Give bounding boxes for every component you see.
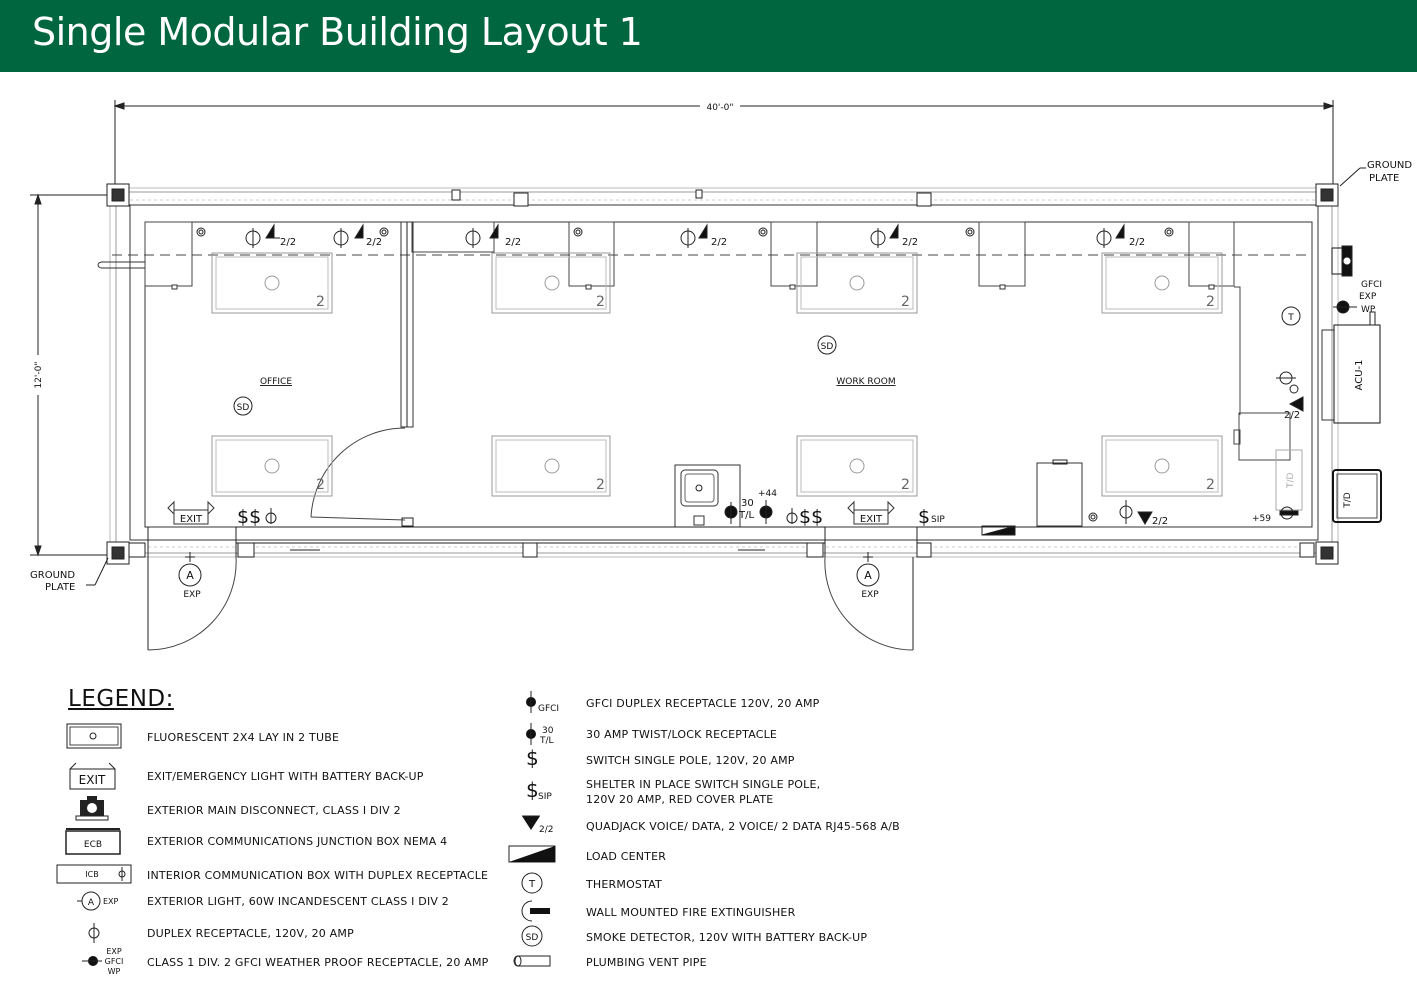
legend-disconnect-label: EXTERIOR MAIN DISCONNECT, CLASS I DIV 2 <box>147 804 401 817</box>
legend-switch-label: SWITCH SINGLE POLE, 120V, 20 AMP <box>586 754 795 767</box>
svg-text:EXIT: EXIT <box>78 773 106 787</box>
svg-text:PLATE: PLATE <box>1369 173 1400 184</box>
exterior-gfci-wp <box>1333 280 1382 315</box>
exterior-comm-box <box>1333 470 1381 522</box>
doors <box>148 527 1040 650</box>
exit-sign-icon <box>68 761 118 791</box>
svg-text:2/2: 2/2 <box>280 237 297 248</box>
svg-text:2/2: 2/2 <box>1129 237 1146 248</box>
svg-text:T/D: T/D <box>1286 472 1296 488</box>
thermostat-icon <box>520 871 544 895</box>
header-banner <box>0 0 1417 72</box>
duplex-receptacle-icon <box>84 922 104 944</box>
svg-text:2/2: 2/2 <box>366 237 383 248</box>
fluorescent-fixture-icon <box>66 723 122 749</box>
svg-text:GFCI: GFCI <box>104 957 124 966</box>
dim-height-label: 12'-0" <box>34 361 44 389</box>
ecb-box-icon <box>65 827 121 855</box>
svg-text:2: 2 <box>596 477 605 493</box>
svg-text:EXP: EXP <box>861 590 879 600</box>
floor-plan <box>0 72 1417 672</box>
legend-vent-label: PLUMBING VENT PIPE <box>586 956 707 969</box>
quadjack-icon <box>520 812 564 834</box>
exterior-light-icon <box>74 889 124 913</box>
svg-text:EXP: EXP <box>106 947 122 956</box>
legend-ecb-label: EXTERIOR COMMUNICATIONS JUNCTION BOX NEMA 4 <box>147 835 448 848</box>
svg-text:$: $ <box>526 746 539 770</box>
icb-box-icon <box>56 864 132 884</box>
svg-text:A: A <box>864 569 872 582</box>
top-wall-devices <box>197 225 1173 248</box>
dimension-width <box>115 100 1333 185</box>
sip-switch-icon <box>524 778 564 804</box>
legend-twist-lock-label: 30 AMP TWIST/LOCK RECEPTACLE <box>586 728 778 741</box>
svg-text:ACU-1: ACU-1 <box>1354 359 1365 391</box>
svg-text:EXIT: EXIT <box>179 514 203 525</box>
smoke-detector-icon <box>520 924 544 948</box>
svg-text:+59: +59 <box>1252 514 1271 524</box>
legend-duplex-label: DUPLEX RECEPTACLE, 120V, 20 AMP <box>147 927 354 940</box>
svg-text:GFCI: GFCI <box>1361 280 1383 290</box>
gfci-receptacle-icon <box>522 689 566 715</box>
main-disconnect-icon <box>74 796 110 822</box>
fire-extinguisher-icon <box>520 899 552 923</box>
svg-text:T: T <box>528 879 536 890</box>
svg-text:2/2: 2/2 <box>711 237 728 248</box>
svg-text:2: 2 <box>901 294 910 310</box>
svg-text:2/2: 2/2 <box>902 237 919 248</box>
svg-text:30: 30 <box>542 726 554 736</box>
svg-text:2: 2 <box>901 477 910 493</box>
svg-text:WP: WP <box>107 967 121 976</box>
main-disconnect <box>1332 246 1352 276</box>
svg-text:SD: SD <box>820 342 834 352</box>
svg-text:2: 2 <box>1206 477 1215 493</box>
svg-text:A: A <box>87 898 95 908</box>
legend-smoke-label: SMOKE DETECTOR, 120V WITH BATTERY BACK-UP <box>586 931 868 944</box>
svg-text:EXP: EXP <box>103 897 119 906</box>
legend-fire-ext-label: WALL MOUNTED FIRE EXTINGUISHER <box>586 906 796 919</box>
svg-text:2: 2 <box>1206 294 1215 310</box>
svg-text:ECB: ECB <box>83 840 103 850</box>
legend-load-center-label: LOAD CENTER <box>586 850 667 863</box>
svg-text:SIP: SIP <box>538 792 552 802</box>
svg-text:ICB: ICB <box>85 870 99 879</box>
svg-text:2: 2 <box>316 294 325 310</box>
page-title: Single Modular Building Layout 1 <box>32 10 643 54</box>
svg-text:PLATE: PLATE <box>45 582 76 593</box>
svg-text:2/2: 2/2 <box>505 237 522 248</box>
vent-pipe-icon <box>512 954 552 968</box>
office-partition <box>311 222 413 526</box>
svg-text:T: T <box>1288 313 1294 323</box>
svg-text:2: 2 <box>596 294 605 310</box>
svg-text:+44: +44 <box>758 489 777 499</box>
switch-icon <box>524 746 544 770</box>
svg-text:T/D: T/D <box>1343 492 1353 508</box>
svg-text:EXP: EXP <box>183 590 201 600</box>
svg-text:2/2: 2/2 <box>1284 410 1301 421</box>
svg-text:$$: $$ <box>799 506 824 528</box>
work-room-label: WORK ROOM <box>836 377 896 387</box>
svg-text:GROUND: GROUND <box>1367 160 1413 171</box>
acu-unit <box>1322 312 1380 423</box>
bottom-wall-devices <box>168 460 1152 535</box>
svg-text:EXP: EXP <box>1359 292 1377 302</box>
svg-text:WP: WP <box>1361 305 1376 315</box>
svg-text:$$: $$ <box>237 506 262 528</box>
right-wall-devices <box>1252 372 1303 524</box>
light-fixtures <box>212 253 1222 496</box>
legend-exit-label: EXIT/EMERGENCY LIGHT WITH BATTERY BACK-UP <box>147 770 424 783</box>
dim-width-label: 40'-0" <box>706 103 734 113</box>
svg-text:30: 30 <box>741 498 754 509</box>
svg-text:$: $ <box>526 778 539 802</box>
svg-text:EXIT: EXIT <box>859 514 883 525</box>
legend-fluorescent-label: FLUORESCENT 2X4 LAY IN 2 TUBE <box>147 731 340 744</box>
svg-text:SD: SD <box>525 933 539 943</box>
smoke-detectors <box>234 336 836 415</box>
svg-text:T/L: T/L <box>540 736 554 746</box>
thermostat <box>1282 307 1300 325</box>
dimension-height <box>30 195 110 555</box>
svg-text:A: A <box>186 569 194 582</box>
svg-text:T/L: T/L <box>739 510 755 521</box>
load-center-icon <box>508 845 556 863</box>
legend-quadjack-label: QUADJACK VOICE/ DATA, 2 VOICE/ 2 DATA RJ45-568 A/B <box>586 820 900 833</box>
legend-title: LEGEND: <box>68 686 174 712</box>
exterior-lights <box>179 552 879 600</box>
svg-text:$: $ <box>918 506 931 528</box>
legend-sip-label: SHELTER IN PLACE SWITCH SINGLE POLE, 120V 20 AMP, RED COVER PLATE <box>586 778 821 806</box>
legend-thermostat-label: THERMOSTAT <box>586 878 662 891</box>
office-label: OFFICE <box>259 377 293 387</box>
quadjack-labels <box>280 237 1300 527</box>
svg-text:2/2: 2/2 <box>539 825 554 834</box>
svg-text:SD: SD <box>236 403 250 413</box>
svg-text:GFCI: GFCI <box>538 704 560 714</box>
legend-gfci-label: GFCI DUPLEX RECEPTACLE 120V, 20 AMP <box>586 697 820 710</box>
legend-icb-label: INTERIOR COMMUNICATION BOX WITH DUPLEX RECEPTACLE <box>147 869 489 882</box>
svg-text:2: 2 <box>316 477 325 493</box>
legend-gfci-wp-label: CLASS 1 DIV. 2 GFCI WEATHER PROOF RECEPTACLE, 20 AMP <box>147 956 489 969</box>
ground-plate-top <box>1340 160 1412 186</box>
svg-text:SIP: SIP <box>931 515 945 525</box>
svg-text:2/2: 2/2 <box>1152 516 1169 527</box>
svg-text:GROUND: GROUND <box>30 570 76 581</box>
ground-plate-bottom <box>30 558 108 593</box>
legend-ext-light-label: EXTERIOR LIGHT, 60W INCANDESCENT CLASS I DIV 2 <box>147 895 450 908</box>
gfci-wp-receptacle-icon <box>80 946 130 978</box>
twist-lock-icon <box>522 721 566 747</box>
